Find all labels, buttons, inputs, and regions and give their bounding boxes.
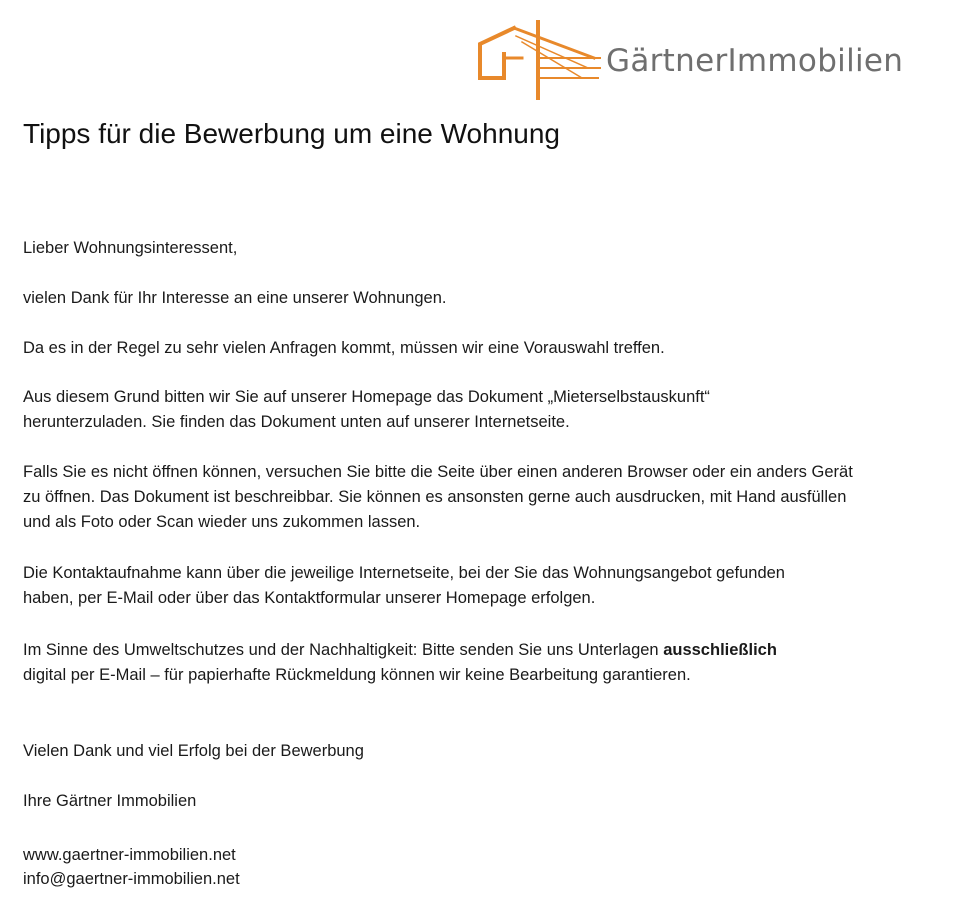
house-logo-icon	[476, 16, 604, 102]
greeting-paragraph: Lieber Wohnungsinteressent,	[23, 239, 238, 257]
page-title: Tipps für die Bewerbung um eine Wohnung	[23, 118, 560, 149]
browser-paragraph: Falls Sie es nicht öffnen können, versuchen Sie bitte die Seite über einen anderen Browser oder ein anders Gerät zu öffnen. Das Dokument ist beschreibbar. Sie können es ansonsten gerne auch ausdrucken, mit Hand ausfüllen und als Foto oder Scan wieder uns zukommen lassen.	[23, 463, 853, 531]
emphasis-exclusively: ausschließlich	[663, 641, 777, 659]
environment-paragraph	[23, 638, 813, 688]
closing-paragraph: Vielen Dank und viel Erfolg bei der Bewerbung	[23, 742, 364, 760]
environment-text-end: digital per E-Mail – für papierhafte Rückmeldung können wir keine Bearbeitung garantieren.	[23, 666, 691, 684]
logo-wordmark: GärtnerImmobilien	[606, 43, 904, 79]
thanks-paragraph: vielen Dank für Ihr Interesse an eine unserer Wohnungen.	[23, 289, 447, 307]
company-logo	[476, 16, 956, 102]
preselection-paragraph: Da es in der Regel zu sehr vielen Anfragen kommt, müssen wir eine Vorauswahl treffen.	[23, 339, 665, 357]
signature: Ihre Gärtner Immobilien	[23, 792, 197, 810]
download-paragraph: Aus diesem Grund bitten wir Sie auf unserer Homepage das Dokument „Mieterselbstauskunft“ herunterzuladen. Sie finden das Dokument unten auf unserer Internetseite.	[23, 388, 710, 431]
environment-text-start: Im Sinne des Umweltschutzes und der Nachhaltigkeit: Bitte senden Sie uns Unterlagen	[23, 641, 659, 659]
email-link[interactable]: info@gaertner-immobilien.net	[23, 870, 240, 888]
contact-paragraph: Die Kontaktaufnahme kann über die jeweilige Internetseite, bei der Sie das Wohnungsangebot gefunden haben, per E-Mail oder über das Kontaktformular unserer Homepage erfolgen.	[23, 564, 785, 607]
website-link[interactable]: www.gaertner-immobilien.net	[23, 846, 236, 864]
